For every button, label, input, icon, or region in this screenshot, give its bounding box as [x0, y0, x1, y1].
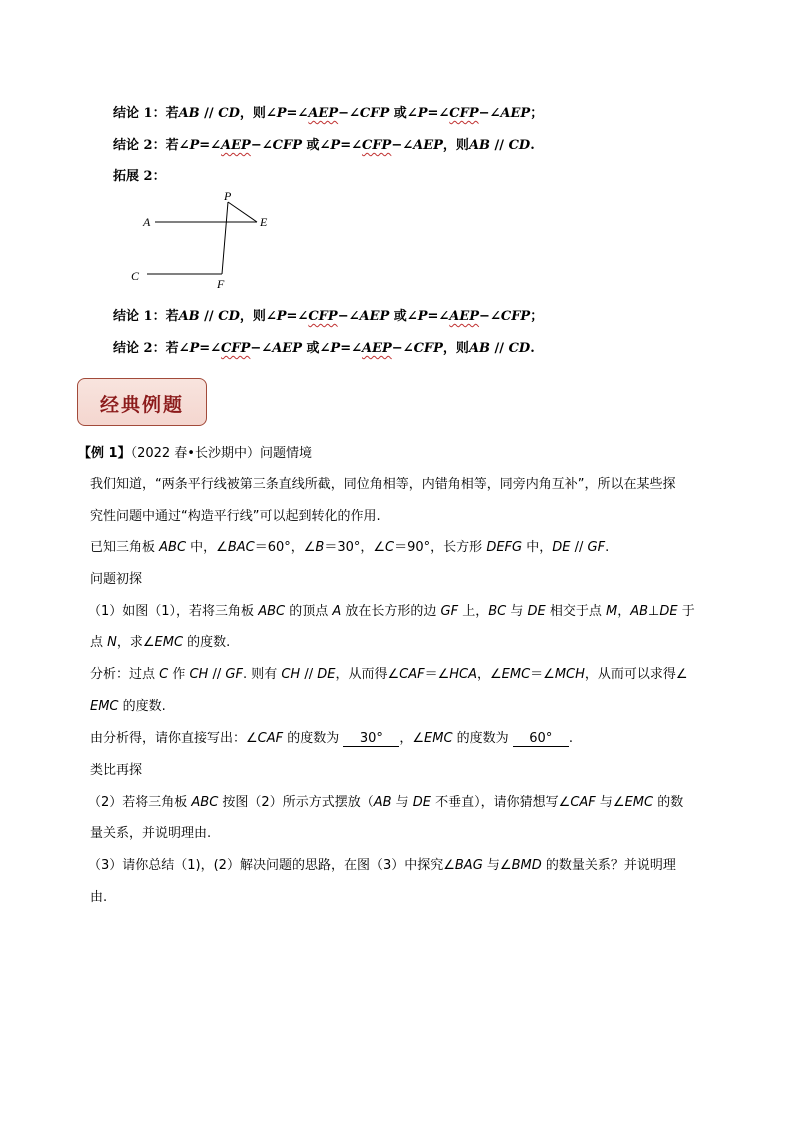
question-1-line-2: 点 N，求∠EMC 的度数. [90, 635, 231, 650]
classic-examples-badge [77, 378, 207, 426]
question-3-line-2: 由. [90, 890, 108, 905]
section2-conclusion-2: 结论 2：若∠P=∠CFP−∠AEP 或∠P=∠AEP−∠CFP，则AB // CD. [113, 341, 535, 356]
section2-conclusion-1: 结论 1：若AB // CD，则∠P=∠CFP−∠AEP 或∠P=∠AEP−∠CFP； [113, 309, 544, 324]
question-2-line-2: 量关系，并说明理由. [90, 826, 212, 841]
first-exploration-heading: 问题初探 [90, 572, 143, 587]
extension-2-diagram [125, 188, 285, 293]
intro-line-1: 我们知道，“两条平行线被第三条直线所截，同位角相等，内错角相等，同旁内角互补”，所以在某些探 [90, 477, 676, 492]
badge-label: 经典例题 [99, 394, 184, 416]
question-2-line-1: （2）若将三角板 ABC 按图（2）所示方式摆放（AB 与 DE 不垂直），请你猜想写∠CAF 与∠EMC 的数 [88, 795, 684, 810]
example-heading: 【例 1】（2022 春•长沙期中）问题情境 [78, 446, 312, 461]
question-1-line-1: （1）如图（1），若将三角板 ABC 的顶点 A 放在长方形的边 GF 上，BC 与 DE 相交于点 M，AB⊥DE 于 [88, 604, 695, 619]
question-3-line-1: （3）请你总结（1)，(2）解决问题的思路，在图（3）中探究∠BAG 与∠BMD 的数量关系？并说明理 [88, 858, 676, 873]
analysis-line-1: 分析：过点 C 作 CH // GF. 则有 CH // DE，从而得∠CAF＝∠HCA，∠EMC＝∠MCH，从而可以求得∠ [90, 667, 688, 682]
label-P: P [224, 189, 232, 203]
intro-line-2: 究性问题中通过“构造平行线”可以起到转化的作用. [90, 509, 381, 524]
answer-blank-emc: 60° [513, 731, 569, 747]
line-PF [222, 202, 228, 274]
section1-conclusion-2: 结论 2：若∠P=∠AEP−∠CFP 或∠P=∠CFP−∠AEP，则AB // CD. [113, 138, 535, 153]
answer-blank-caf: 30° [343, 731, 399, 747]
given-line: 已知三角板 ABC 中，∠BAC＝60°，∠B＝30°，∠C＝90°，长方形 DEFG 中，DE // GF. [90, 540, 610, 555]
extension-2-title: 拓展 2： [113, 169, 166, 184]
analysis-line-2: EMC 的度数. [90, 699, 166, 714]
label-C: C [131, 269, 140, 283]
answer-line: 由分析得，请你直接写出：∠CAF 的度数为 30° ，∠EMC 的度数为 60° . [90, 731, 573, 746]
label-E: E [260, 215, 268, 229]
second-exploration-heading: 类比再探 [90, 763, 143, 778]
section1-conclusion-1: 结论 1：若AB // CD，则∠P=∠AEP−∠CFP 或∠P=∠CFP−∠AEP； [113, 106, 544, 121]
label-F: F [217, 277, 225, 291]
label-A: A [143, 215, 151, 229]
line-PE [228, 202, 257, 222]
